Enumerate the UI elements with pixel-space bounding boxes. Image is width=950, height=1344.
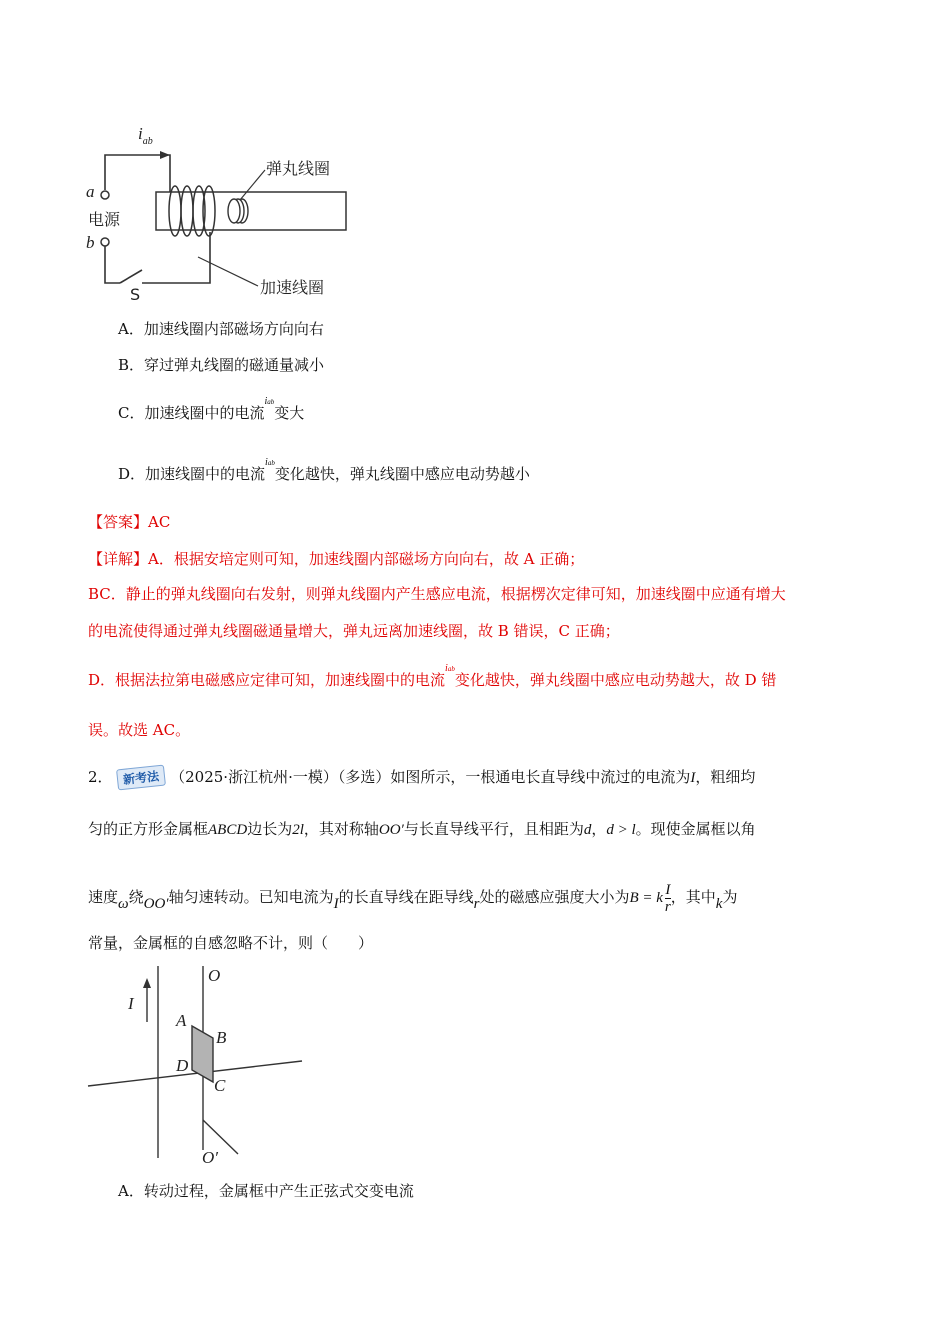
- leader-accel: [198, 257, 258, 286]
- current-arrow-head: [143, 978, 151, 988]
- q1-option-a: A．加速线圈内部磁场方向向右: [118, 320, 324, 338]
- answer-detail-a: 【详解】A．根据安培定则可知，加速线圈内部磁场方向向右，故 A 正确；: [88, 550, 585, 568]
- answer-detail-bc-1: BC．静止的弹丸线圈向右发射，则弹丸线圈内产生感应电流，根据楞次定律可知，加速线圈中应通有增大: [88, 585, 786, 603]
- wire-top: [105, 155, 170, 192]
- q1-option-c: C．加速线圈中的电流$^{iab}$变大: [118, 396, 305, 422]
- label-A: A: [176, 1011, 187, 1030]
- label-I: I: [128, 994, 134, 1013]
- label-C: C: [214, 1076, 226, 1095]
- terminal-b-label: b: [86, 233, 95, 252]
- wire-bottom-left: [105, 246, 120, 283]
- label-B: B: [216, 1028, 227, 1047]
- answer-detail-d-2: 误。故选 AC。: [88, 721, 191, 739]
- q2-line-1: 2． 新考法 （2025·浙江杭州·一模）（多选）如图所示，一根通电长直导线中流过的电流为I，粗细均: [88, 766, 755, 788]
- bullet-coil: [228, 199, 248, 223]
- q2-line-3: 速度ω绕OO′轴匀速转动。已知电流为I的长直导线在距导线r处的磁感应强度大小为B = k $\frac{I}{r}$ ，其中k为: [88, 882, 738, 915]
- new-method-badge: 新考法: [116, 765, 166, 791]
- accel-coil-label: 加速线圈: [260, 278, 325, 297]
- coil-gun-diagram: [80, 120, 380, 310]
- terminal-a: [101, 191, 109, 199]
- q2-option-a: A．转动过程，金属框中产生正弦式交变电流: [118, 1182, 414, 1200]
- terminal-a-label: a: [86, 182, 95, 201]
- label-O: O: [208, 966, 221, 985]
- current-label: $i_{ab}$: [138, 124, 153, 147]
- label-O-prime: O′: [202, 1148, 218, 1167]
- figure-rotating-frame: [80, 960, 320, 1170]
- switch-blade: [120, 270, 142, 283]
- bullet-coil-label: 弹丸线圈: [266, 159, 331, 178]
- question-number: 2．: [88, 768, 113, 786]
- q1-option-d: D．加速线圈中的电流$^{iab}$变化越快，弹丸线圈中感应电动势越小: [118, 457, 530, 483]
- figure-coil-gun: [80, 120, 380, 310]
- field-formula: B = k $\frac{I}{r}$: [629, 882, 671, 915]
- label-D: D: [176, 1056, 189, 1075]
- q1-option-b: B．穿过弹丸线圈的磁通量减小: [118, 356, 325, 374]
- switch-label: S: [130, 285, 141, 304]
- barrel-tube: [156, 192, 346, 230]
- answer-label: 【答案】AC: [88, 513, 171, 531]
- q2-line-4: 常量，金属框的自感忽略不计，则（ ）: [88, 934, 374, 952]
- q2-line-2: 匀的正方形金属框ABCD边长为2l，其对称轴OO′与长直导线平行，且相距为d，d > l。现使金属框以角: [88, 820, 756, 838]
- terminal-b: [101, 238, 109, 246]
- answer-detail-d-1: D．根据法拉第电磁感应定律可知，加速线圈中的电流$^{iab}$变化越快，弹丸线圈中感应电动势越大，故 D 错: [88, 663, 777, 689]
- answer-detail-bc-2: 的电流使得通过弹丸线圈磁通量增大，弹丸远离加速线圈，故 B 错误，C 正确；: [88, 622, 620, 640]
- rotating-frame-diagram: [80, 960, 320, 1170]
- source-label: 电源: [88, 210, 121, 229]
- current-arrow: [160, 151, 170, 159]
